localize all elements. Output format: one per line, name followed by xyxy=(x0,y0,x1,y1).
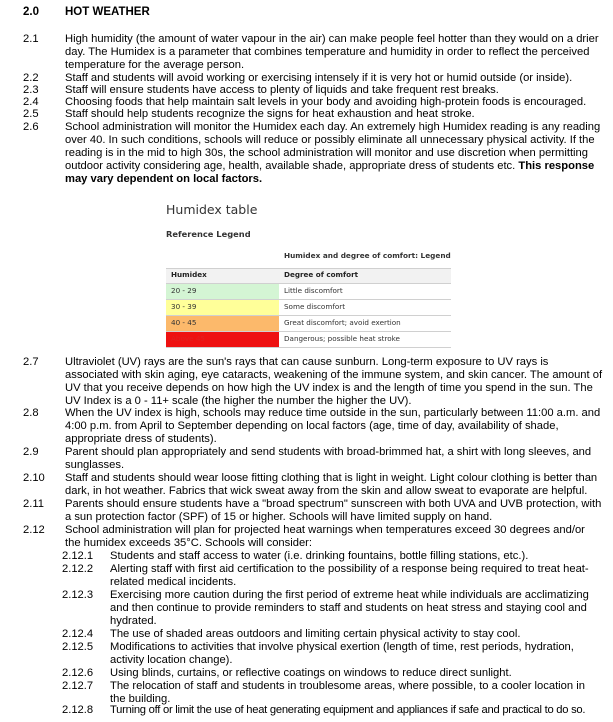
item-number: 2.1 xyxy=(23,33,39,45)
humidex-reference-label: Reference Legend xyxy=(166,228,251,239)
section-heading xyxy=(23,6,150,19)
list-item xyxy=(23,121,603,186)
sub-list-item xyxy=(62,667,603,680)
item-text: Staff should help students recognize the signs for heat exhaustion and heat stroke. xyxy=(65,108,475,120)
sub-item-number: 2.12.1 xyxy=(62,550,94,562)
item-number: 2.12 xyxy=(23,524,45,536)
sub-item-number: 2.12.3 xyxy=(62,589,94,601)
item-number: 2.2 xyxy=(23,72,39,84)
sub-list-item xyxy=(62,550,603,563)
humidex-range-cell: 30 - 39 xyxy=(166,299,279,315)
list-item xyxy=(23,108,603,121)
list-item xyxy=(23,356,603,408)
item-text: School administration will plan for projected heat warnings when temperatures exceed 30 degrees and/or the humidex exceeds 35°C. Schools will consider: xyxy=(65,524,585,549)
item-text: When the UV index is high, schools may reduce time outside in the sun, particularly between 11:00 a.m. and 4:00 p.m. from April to September depending on local factors (age, time of day, availability of shade, appropriate dress of students). xyxy=(65,407,601,445)
sub-item-text: The use of shaded areas outdoors and limiting certain physical activity to stay cool. xyxy=(110,628,521,640)
item-text: Choosing foods that help maintain salt levels in your body and avoiding high-protein foods is encouraged. xyxy=(65,96,587,108)
sub-item-text: Modifications to activities that involve physical exertion (length of time, rest periods, hydration, activity location change). xyxy=(110,641,574,666)
humidex-table xyxy=(166,268,451,348)
sub-item-number: 2.12.4 xyxy=(62,628,94,640)
comfort-cell: Some discomfort xyxy=(279,299,451,315)
item-number: 2.4 xyxy=(23,96,39,108)
section-number: 2.0 xyxy=(23,6,39,18)
humidex-col-header: Humidex xyxy=(166,268,279,283)
section-title: HOT WEATHER xyxy=(65,6,150,18)
item-number: 2.8 xyxy=(23,407,39,419)
sub-list-item xyxy=(62,680,603,706)
sub-list-item xyxy=(62,628,603,641)
humidex-table-block xyxy=(166,204,451,348)
list-item xyxy=(23,472,603,498)
humidex-header-row xyxy=(166,268,451,283)
table-row xyxy=(166,331,451,347)
sub-list-item xyxy=(62,563,603,589)
sub-item-text: Exercising more caution during the first period of extreme heat while individuals are acclimatizing and then continue to provide reminders to staff and students on heat stress and staying cool and hydrated. xyxy=(110,589,589,627)
item-text: School administration will monitor the Humidex each day. An extremely high Humidex reading is any reading over 40. In such conditions, schools will reduce or possibly eliminate all unnecessary physical activity. If the reading is in the mid to high 30s, the school administration will monitor and use discretion when permitting outdoor activity considering age, health, available shade, appropriate dress of students etc. xyxy=(65,121,601,172)
humidex-title: Humidex table xyxy=(166,202,258,217)
humidex-caption: Humidex and degree of comfort: Legend xyxy=(284,250,451,260)
item-number: 2.11 xyxy=(23,498,44,510)
table-row xyxy=(166,315,451,331)
item-number: 2.10 xyxy=(23,472,45,484)
list-item xyxy=(23,446,603,472)
humidex-range-cell: 20 - 29 xyxy=(166,283,279,299)
list-item xyxy=(23,72,603,85)
sub-list-item xyxy=(62,641,603,667)
sub-item-text: Using blinds, curtains, or reflective coatings on windows to reduce direct sunlight. xyxy=(110,667,512,679)
sub-item-number: 2.12.8 xyxy=(62,704,94,716)
table-row xyxy=(166,299,451,315)
sub-item-number: 2.12.6 xyxy=(62,667,94,679)
item-number: 2.9 xyxy=(23,446,39,458)
sub-item-text: Alerting staff with first aid certification to the possibility of a response being required to treat heat-related medical incidents. xyxy=(110,563,589,588)
list-item xyxy=(23,96,603,109)
item-number: 2.7 xyxy=(23,356,39,368)
comfort-cell: Dangerous; possible heat stroke xyxy=(279,331,451,347)
list-item xyxy=(23,498,603,524)
item-number: 2.6 xyxy=(23,121,39,133)
list-item xyxy=(23,84,603,97)
sub-list-item xyxy=(62,704,603,717)
sub-item-text: Students and staff access to water (i.e. drinking fountains, bottle filling stations, etc.). xyxy=(110,550,529,562)
item-text: Parents should ensure students have a "broad spectrum" sunscreen with both UVA and UVB protection, with a sun protection factor (SPF) of 15 or higher. Schools will have limited supply on hand. xyxy=(65,498,602,523)
item-number: 2.5 xyxy=(23,108,39,120)
humidex-range-cell: Above 45 xyxy=(166,331,279,347)
list-item xyxy=(23,407,603,446)
item-text: Parent should plan appropriately and send students with broad-brimmed hat, a shirt with long sleeves, and sunglasses. xyxy=(65,446,592,471)
comfort-cell: Great discomfort; avoid exertion xyxy=(279,315,451,331)
sub-item-number: 2.12.7 xyxy=(62,680,94,692)
item-text: Staff and students will avoid working or exercising intensely if it is very hot or humid outside (or inside). xyxy=(65,72,573,84)
sub-list-item xyxy=(62,589,603,628)
item-emphasis: This response may vary dependent on local factors. xyxy=(65,159,595,185)
comfort-cell: Little discomfort xyxy=(279,283,451,299)
comfort-col-header: Degree of comfort xyxy=(279,268,451,283)
item-number: 2.3 xyxy=(23,84,39,96)
item-text: Ultraviolet (UV) rays are the sun's rays that can cause sunburn. Long-term exposure to UV rays is associated with skin aging, eye cataracts, weakening of the immune system, and skin cancer. The amount of UV that you receive depends on how high the UV index is and the length of time you spend in the sun. The UV Index is a 0 - 11+ scale (the higher the number the higher the UV). xyxy=(65,356,603,407)
list-item xyxy=(23,33,603,72)
item-text: Staff and students should wear loose fitting clothing that is light in weight. Light colour clothing is better than dark, in hot weather. Fabrics that wick sweat away from the skin and allow sweat to evaporate are helpful. xyxy=(65,472,598,497)
item-text: Staff will ensure students have access to plenty of liquids and take frequent rest breaks. xyxy=(65,84,499,96)
item-text: High humidity (the amount of water vapour in the air) can make people feel hotter than they would on a drier day. The Humidex is a parameter that combines temperature and humidity in order to reflect the perceived temperature for the average person. xyxy=(65,33,599,71)
table-row xyxy=(166,283,451,299)
sub-item-text: Turning off or limit the use of heat generating equipment and appliances if safe and practical to do so. xyxy=(110,704,586,716)
sub-item-text: The relocation of staff and students in troublesome areas, where possible, to a cooler location in the building. xyxy=(110,680,585,705)
sub-item-number: 2.12.5 xyxy=(62,641,94,653)
humidex-range-cell: 40 - 45 xyxy=(166,315,279,331)
list-item xyxy=(23,524,603,550)
sub-item-number: 2.12.2 xyxy=(62,563,94,575)
